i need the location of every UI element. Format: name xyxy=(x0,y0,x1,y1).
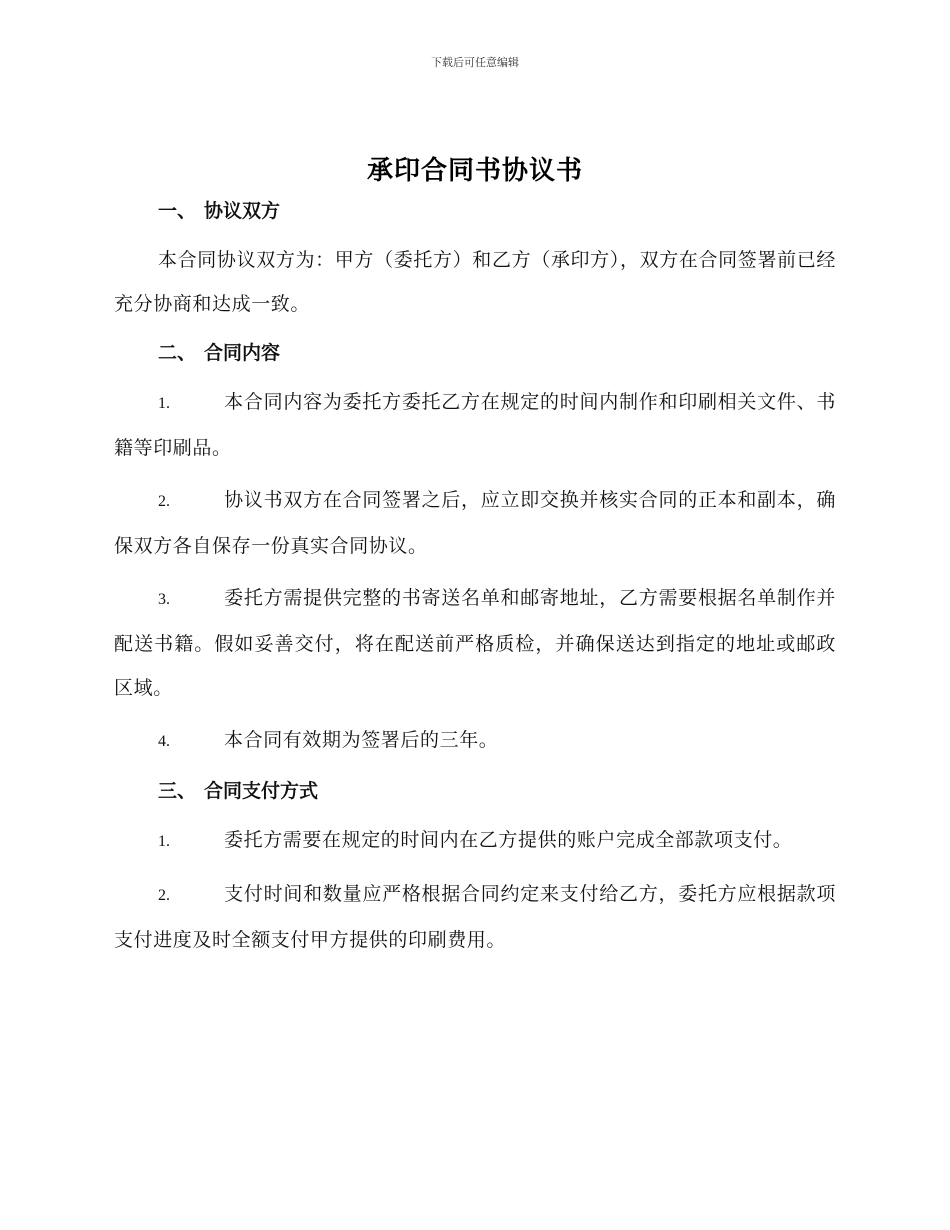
document-body xyxy=(114,192,836,970)
item-text: 委托方需要在规定的时间内在乙方提供的账户完成全部款项支付。 xyxy=(224,829,793,851)
section-number: 一、 xyxy=(158,200,197,222)
page-header-note: 下载后可任意编辑 xyxy=(431,56,519,69)
parties-paragraph: 本合同协议双方为：甲方（委托方）和乙方（承印方），双方在合同签署前已经充分协商和达成一致。 xyxy=(114,249,836,315)
list-item xyxy=(114,380,836,470)
section-title: 合同内容 xyxy=(204,342,281,364)
list-item xyxy=(114,818,836,864)
section-heading-payment xyxy=(114,772,836,810)
item-text: 本合同内容为委托方委托乙方在规定的时间内制作和印刷相关文件、书籍等印刷品。 xyxy=(114,391,836,459)
item-number: 2. xyxy=(158,887,170,904)
section-heading-parties xyxy=(114,192,836,230)
item-number: 4. xyxy=(158,733,170,750)
section-title: 协议双方 xyxy=(204,200,281,222)
list-item xyxy=(114,576,836,710)
item-text: 本合同有效期为签署后的三年。 xyxy=(224,729,499,751)
item-text: 协议书双方在合同签署之后，应立即交换并核实合同的正本和副本，确保双方各自保存一份真实合同协议。 xyxy=(114,489,836,557)
section-number: 三、 xyxy=(158,780,197,802)
item-number: 3. xyxy=(158,591,170,608)
section-number: 二、 xyxy=(158,342,197,364)
list-item xyxy=(114,478,836,568)
list-item xyxy=(114,718,836,764)
item-number: 2. xyxy=(158,493,170,510)
list-item xyxy=(114,872,836,962)
section-heading-content xyxy=(114,334,836,372)
section-title: 合同支付方式 xyxy=(204,780,319,802)
item-number: 1. xyxy=(158,395,170,412)
item-text: 委托方需提供完整的书寄送名单和邮寄地址，乙方需要根据名单制作并配送书籍。假如妥善交付，将在配送前严格质检，并确保送达到指定的地址或邮政区域。 xyxy=(114,587,836,699)
item-number: 1. xyxy=(158,833,170,850)
document-title: 承印合同书协议书 xyxy=(366,156,583,186)
item-text: 支付时间和数量应严格根据合同约定来支付给乙方，委托方应根据款项支付进度及时全额支付甲方提供的印刷费用。 xyxy=(114,883,836,951)
